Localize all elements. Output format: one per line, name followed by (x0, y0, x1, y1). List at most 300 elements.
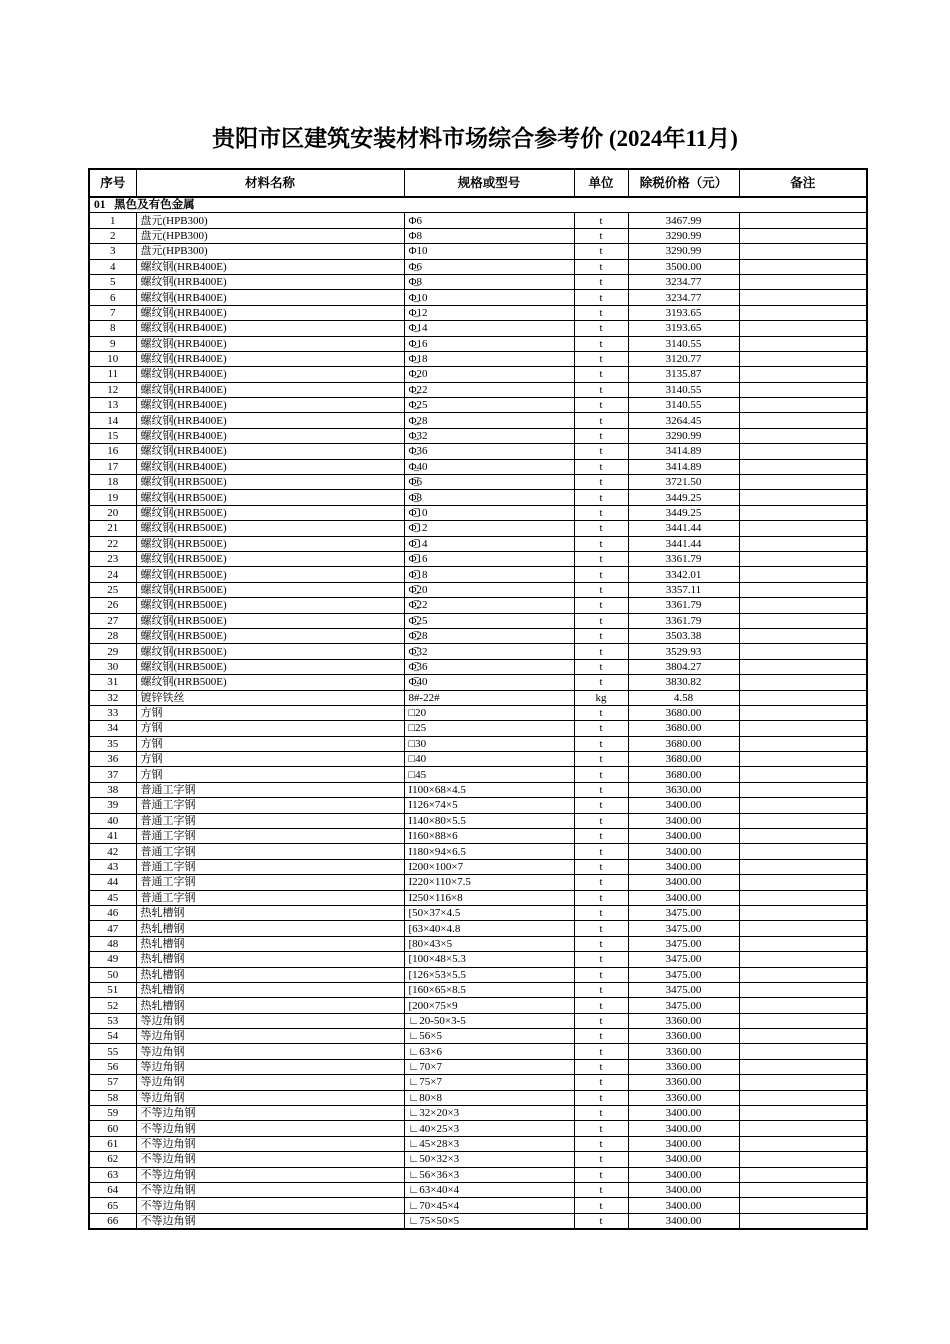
cell-spec: I126×74×5 (404, 798, 574, 813)
cell-seq: 19 (89, 490, 136, 505)
cell-remark (739, 351, 867, 366)
cell-seq: 5 (89, 274, 136, 289)
cell-price: 3441.44 (628, 536, 739, 551)
cell-unit: t (574, 1136, 628, 1151)
cell-seq: 47 (89, 921, 136, 936)
cell-material-name: 螺纹钢(HRB400E) (136, 367, 404, 382)
cell-material-name: 不等边角钢 (136, 1136, 404, 1151)
cell-price: 3193.65 (628, 305, 739, 320)
cell-unit: t (574, 1213, 628, 1229)
cell-remark (739, 1013, 867, 1028)
cell-spec: ∟45×28×3 (404, 1136, 574, 1151)
cell-price: 3475.00 (628, 905, 739, 920)
table-row (89, 1136, 867, 1151)
cell-seq: 2 (89, 228, 136, 243)
cell-remark (739, 721, 867, 736)
cell-price: 3361.79 (628, 598, 739, 613)
cell-unit: t (574, 1183, 628, 1198)
cell-spec: Φ̲̅12 (404, 521, 574, 536)
cell-unit: t (574, 936, 628, 951)
cell-material-name: 热轧槽钢 (136, 905, 404, 920)
cell-seq: 34 (89, 721, 136, 736)
cell-price: 3400.00 (628, 1106, 739, 1121)
cell-price: 3441.44 (628, 521, 739, 536)
cell-spec: □20 (404, 705, 574, 720)
cell-unit: t (574, 613, 628, 628)
cell-price: 3475.00 (628, 967, 739, 982)
cell-price: 3264.45 (628, 413, 739, 428)
cell-remark (739, 705, 867, 720)
cell-remark (739, 259, 867, 274)
cell-remark (739, 413, 867, 428)
cell-material-name: 螺纹钢(HRB400E) (136, 290, 404, 305)
cell-material-name: 热轧槽钢 (136, 921, 404, 936)
cell-seq: 24 (89, 567, 136, 582)
cell-unit: t (574, 982, 628, 997)
cell-remark (739, 505, 867, 520)
cell-seq: 17 (89, 459, 136, 474)
cell-price: 3140.55 (628, 382, 739, 397)
cell-spec: ∟40×25×3 (404, 1121, 574, 1136)
cell-price: 3830.82 (628, 675, 739, 690)
cell-material-name: 螺纹钢(HRB400E) (136, 259, 404, 274)
cell-spec: ∟56×5 (404, 1029, 574, 1044)
cell-price: 3721.50 (628, 475, 739, 490)
table-row (89, 1059, 867, 1074)
cell-unit: t (574, 490, 628, 505)
table-row (89, 644, 867, 659)
cell-price: 3360.00 (628, 1044, 739, 1059)
cell-spec: Φ̲28 (404, 413, 574, 428)
cell-seq: 9 (89, 336, 136, 351)
cell-unit: t (574, 505, 628, 520)
cell-price: 3400.00 (628, 1213, 739, 1229)
cell-spec: 8#-22# (404, 690, 574, 705)
table-row (89, 398, 867, 413)
table-row (89, 829, 867, 844)
cell-seq: 8 (89, 321, 136, 336)
cell-price: 3680.00 (628, 767, 739, 782)
table-row (89, 413, 867, 428)
cell-seq: 45 (89, 890, 136, 905)
cell-price: 3290.99 (628, 244, 739, 259)
cell-spec: ∟20-50×3-5 (404, 1013, 574, 1028)
cell-remark (739, 921, 867, 936)
table-row (89, 290, 867, 305)
cell-unit: t (574, 1198, 628, 1213)
cell-price: 3400.00 (628, 1183, 739, 1198)
cell-price: 3400.00 (628, 829, 739, 844)
table-row (89, 213, 867, 228)
table-row (89, 613, 867, 628)
cell-remark (739, 905, 867, 920)
cell-unit: t (574, 644, 628, 659)
cell-spec: Φ̲14 (404, 321, 574, 336)
page-title: 贵阳市区建筑安装材料市场综合参考价 (2024年11月) (212, 126, 738, 151)
cell-spec: I200×100×7 (404, 859, 574, 874)
cell-price: 3360.00 (628, 1029, 739, 1044)
cell-remark (739, 475, 867, 490)
cell-spec: Φ̲̅22 (404, 598, 574, 613)
cell-price: 3342.01 (628, 567, 739, 582)
cell-material-name: 不等边角钢 (136, 1183, 404, 1198)
cell-material-name: 热轧槽钢 (136, 936, 404, 951)
cell-remark (739, 490, 867, 505)
cell-remark (739, 844, 867, 859)
cell-material-name: 螺纹钢(HRB500E) (136, 536, 404, 551)
table-row (89, 998, 867, 1013)
cell-seq: 39 (89, 798, 136, 813)
cell-spec: I160×88×6 (404, 829, 574, 844)
cell-remark (739, 952, 867, 967)
table-body (89, 197, 867, 1229)
cell-price: 3135.87 (628, 367, 739, 382)
cell-seq: 25 (89, 582, 136, 597)
table-row (89, 351, 867, 366)
cell-price: 3414.89 (628, 459, 739, 474)
cell-spec: Φ̲̅6 (404, 475, 574, 490)
cell-material-name: 不等边角钢 (136, 1167, 404, 1182)
cell-price: 3680.00 (628, 705, 739, 720)
cell-unit: t (574, 659, 628, 674)
cell-unit: t (574, 521, 628, 536)
cell-material-name: 等边角钢 (136, 1059, 404, 1074)
cell-spec: ∟70×7 (404, 1059, 574, 1074)
cell-unit: t (574, 567, 628, 582)
cell-material-name: 螺纹钢(HRB400E) (136, 428, 404, 443)
col-header-seq: 序号 (89, 169, 136, 197)
cell-spec: Φ̲22 (404, 382, 574, 397)
cell-seq: 38 (89, 782, 136, 797)
cell-price: 3360.00 (628, 1059, 739, 1074)
cell-spec: Φ6 (404, 213, 574, 228)
cell-unit: t (574, 1029, 628, 1044)
cell-material-name: 螺纹钢(HRB400E) (136, 336, 404, 351)
cell-seq: 48 (89, 936, 136, 951)
cell-price: 3449.25 (628, 490, 739, 505)
cell-material-name: 镀锌铁丝 (136, 690, 404, 705)
cell-remark (739, 1183, 867, 1198)
table-row (89, 1106, 867, 1121)
table-row (89, 567, 867, 582)
cell-remark (739, 767, 867, 782)
cell-unit: t (574, 413, 628, 428)
table-row (89, 459, 867, 474)
cell-seq: 1 (89, 213, 136, 228)
cell-material-name: 螺纹钢(HRB500E) (136, 582, 404, 597)
cell-price: 3475.00 (628, 936, 739, 951)
cell-unit: t (574, 921, 628, 936)
cell-unit: t (574, 952, 628, 967)
cell-remark (739, 690, 867, 705)
table-row (89, 274, 867, 289)
cell-material-name: 普通工字钢 (136, 782, 404, 797)
cell-remark (739, 936, 867, 951)
cell-material-name: 普通工字钢 (136, 829, 404, 844)
cell-spec: Φ̲̅18 (404, 567, 574, 582)
cell-unit: t (574, 382, 628, 397)
table-row (89, 659, 867, 674)
cell-material-name: 方钢 (136, 721, 404, 736)
table-row (89, 321, 867, 336)
table-row (89, 536, 867, 551)
cell-seq: 18 (89, 475, 136, 490)
cell-spec: ∟70×45×4 (404, 1198, 574, 1213)
cell-price: 3140.55 (628, 398, 739, 413)
cell-seq: 46 (89, 905, 136, 920)
cell-remark (739, 244, 867, 259)
cell-unit: t (574, 274, 628, 289)
cell-seq: 22 (89, 536, 136, 551)
cell-remark (739, 398, 867, 413)
cell-price: 3193.65 (628, 321, 739, 336)
table-row (89, 505, 867, 520)
cell-material-name: 螺纹钢(HRB500E) (136, 613, 404, 628)
cell-material-name: 热轧槽钢 (136, 982, 404, 997)
cell-remark (739, 336, 867, 351)
cell-price: 3414.89 (628, 444, 739, 459)
cell-remark (739, 382, 867, 397)
cell-spec: ∟63×40×4 (404, 1183, 574, 1198)
cell-spec: [200×75×9 (404, 998, 574, 1013)
cell-spec: [80×43×5 (404, 936, 574, 951)
table-row (89, 967, 867, 982)
table-row (89, 690, 867, 705)
cell-spec: Φ̲20 (404, 367, 574, 382)
table-row (89, 905, 867, 920)
cell-seq: 57 (89, 1075, 136, 1090)
cell-price: 3630.00 (628, 782, 739, 797)
table-row (89, 1044, 867, 1059)
cell-seq: 53 (89, 1013, 136, 1028)
cell-spec: [50×37×4.5 (404, 905, 574, 920)
cell-unit: t (574, 1059, 628, 1074)
cell-seq: 56 (89, 1059, 136, 1074)
table-row (89, 244, 867, 259)
table-row (89, 1167, 867, 1182)
cell-spec: □30 (404, 736, 574, 751)
cell-material-name: 螺纹钢(HRB500E) (136, 505, 404, 520)
cell-unit: t (574, 721, 628, 736)
cell-seq: 44 (89, 875, 136, 890)
cell-material-name: 螺纹钢(HRB400E) (136, 321, 404, 336)
table-row (89, 982, 867, 997)
cell-remark (739, 890, 867, 905)
cell-unit: t (574, 998, 628, 1013)
cell-seq: 41 (89, 829, 136, 844)
cell-unit: t (574, 1090, 628, 1105)
table-row (89, 859, 867, 874)
cell-spec: I250×116×8 (404, 890, 574, 905)
cell-material-name: 普通工字钢 (136, 859, 404, 874)
cell-unit: t (574, 1121, 628, 1136)
cell-spec: I100×68×4.5 (404, 782, 574, 797)
cell-material-name: 螺纹钢(HRB400E) (136, 459, 404, 474)
cell-seq: 26 (89, 598, 136, 613)
cell-material-name: 盘元(HPB300) (136, 228, 404, 243)
cell-material-name: 盘元(HPB300) (136, 244, 404, 259)
cell-seq: 35 (89, 736, 136, 751)
cell-unit: kg (574, 690, 628, 705)
cell-price: 3400.00 (628, 890, 739, 905)
cell-seq: 30 (89, 659, 136, 674)
cell-spec: Φ̲25 (404, 398, 574, 413)
table-row (89, 1213, 867, 1229)
cell-spec: [100×48×5.3 (404, 952, 574, 967)
cell-spec: □25 (404, 721, 574, 736)
cell-price: 3357.11 (628, 582, 739, 597)
cell-unit: t (574, 213, 628, 228)
col-header-spec: 规格或型号 (404, 169, 574, 197)
table-row (89, 705, 867, 720)
cell-material-name: 普通工字钢 (136, 813, 404, 828)
cell-remark (739, 428, 867, 443)
cell-price: 3290.99 (628, 228, 739, 243)
table-row (89, 1121, 867, 1136)
cell-material-name: 螺纹钢(HRB500E) (136, 628, 404, 643)
cell-price: 3529.93 (628, 644, 739, 659)
cell-spec: □45 (404, 767, 574, 782)
cell-spec: Φ̲6 (404, 259, 574, 274)
cell-seq: 20 (89, 505, 136, 520)
cell-price: 3400.00 (628, 1167, 739, 1182)
table-row (89, 1029, 867, 1044)
cell-seq: 7 (89, 305, 136, 320)
cell-price: 4.58 (628, 690, 739, 705)
table-row (89, 767, 867, 782)
cell-remark (739, 1090, 867, 1105)
cell-material-name: 螺纹钢(HRB400E) (136, 305, 404, 320)
cell-spec: Φ̲40 (404, 459, 574, 474)
cell-unit: t (574, 890, 628, 905)
table-row (89, 551, 867, 566)
cell-unit: t (574, 1013, 628, 1028)
cell-material-name: 螺纹钢(HRB500E) (136, 675, 404, 690)
cell-spec: Φ̲10 (404, 290, 574, 305)
material-price-table (88, 168, 868, 1230)
cell-price: 3400.00 (628, 1136, 739, 1151)
cell-seq: 21 (89, 521, 136, 536)
cell-unit: t (574, 398, 628, 413)
cell-price: 3400.00 (628, 1198, 739, 1213)
cell-spec: Φ̲̅36 (404, 659, 574, 674)
cell-unit: t (574, 829, 628, 844)
cell-price: 3400.00 (628, 1152, 739, 1167)
cell-material-name: 等边角钢 (136, 1029, 404, 1044)
cell-remark (739, 644, 867, 659)
cell-remark (739, 613, 867, 628)
cell-remark (739, 1029, 867, 1044)
table-row (89, 259, 867, 274)
cell-seq: 4 (89, 259, 136, 274)
cell-price: 3360.00 (628, 1090, 739, 1105)
cell-seq: 42 (89, 844, 136, 859)
cell-unit: t (574, 798, 628, 813)
cell-price: 3475.00 (628, 998, 739, 1013)
table-row (89, 936, 867, 951)
cell-remark (739, 628, 867, 643)
cell-price: 3361.79 (628, 551, 739, 566)
cell-spec: Φ̲̅10 (404, 505, 574, 520)
cell-remark (739, 290, 867, 305)
cell-seq: 62 (89, 1152, 136, 1167)
cell-seq: 63 (89, 1167, 136, 1182)
cell-price: 3400.00 (628, 813, 739, 828)
cell-material-name: 螺纹钢(HRB400E) (136, 398, 404, 413)
cell-price: 3503.38 (628, 628, 739, 643)
cell-seq: 50 (89, 967, 136, 982)
cell-remark (739, 551, 867, 566)
cell-remark (739, 875, 867, 890)
cell-seq: 66 (89, 1213, 136, 1229)
table-row (89, 782, 867, 797)
cell-remark (739, 998, 867, 1013)
cell-price: 3234.77 (628, 290, 739, 305)
col-header-unit: 单位 (574, 169, 628, 197)
cell-spec: [160×65×8.5 (404, 982, 574, 997)
table-row (89, 1090, 867, 1105)
cell-material-name: 等边角钢 (136, 1044, 404, 1059)
cell-material-name: 螺纹钢(HRB500E) (136, 490, 404, 505)
table-row (89, 736, 867, 751)
cell-seq: 28 (89, 628, 136, 643)
cell-material-name: 不等边角钢 (136, 1198, 404, 1213)
cell-remark (739, 521, 867, 536)
cell-price: 3400.00 (628, 1121, 739, 1136)
cell-spec: Φ̲̅14 (404, 536, 574, 551)
cell-remark (739, 228, 867, 243)
cell-remark (739, 1213, 867, 1229)
cell-unit: t (574, 336, 628, 351)
cell-seq: 31 (89, 675, 136, 690)
cell-unit: t (574, 859, 628, 874)
cell-unit: t (574, 582, 628, 597)
cell-material-name: 热轧槽钢 (136, 967, 404, 982)
cell-seq: 23 (89, 551, 136, 566)
cell-remark (739, 1152, 867, 1167)
cell-seq: 10 (89, 351, 136, 366)
cell-price: 3680.00 (628, 721, 739, 736)
cell-remark (739, 582, 867, 597)
cell-spec: ∟63×6 (404, 1044, 574, 1059)
cell-remark (739, 659, 867, 674)
cell-remark (739, 798, 867, 813)
cell-unit: t (574, 736, 628, 751)
cell-spec: ∟50×32×3 (404, 1152, 574, 1167)
table-row (89, 952, 867, 967)
cell-spec: Φ̲32 (404, 428, 574, 443)
cell-spec: I180×94×6.5 (404, 844, 574, 859)
cell-material-name: 方钢 (136, 767, 404, 782)
cell-remark (739, 213, 867, 228)
cell-material-name: 热轧槽钢 (136, 998, 404, 1013)
cell-unit: t (574, 290, 628, 305)
table-row (89, 367, 867, 382)
cell-seq: 29 (89, 644, 136, 659)
cell-remark (739, 274, 867, 289)
cell-unit: t (574, 1044, 628, 1059)
cell-seq: 27 (89, 613, 136, 628)
cell-price: 3467.99 (628, 213, 739, 228)
cell-material-name: 等边角钢 (136, 1013, 404, 1028)
cell-spec: Φ̲16 (404, 336, 574, 351)
cell-material-name: 普通工字钢 (136, 875, 404, 890)
cell-seq: 52 (89, 998, 136, 1013)
cell-spec: ∟80×8 (404, 1090, 574, 1105)
cell-unit: t (574, 1106, 628, 1121)
cell-price: 3360.00 (628, 1075, 739, 1090)
cell-unit: t (574, 444, 628, 459)
